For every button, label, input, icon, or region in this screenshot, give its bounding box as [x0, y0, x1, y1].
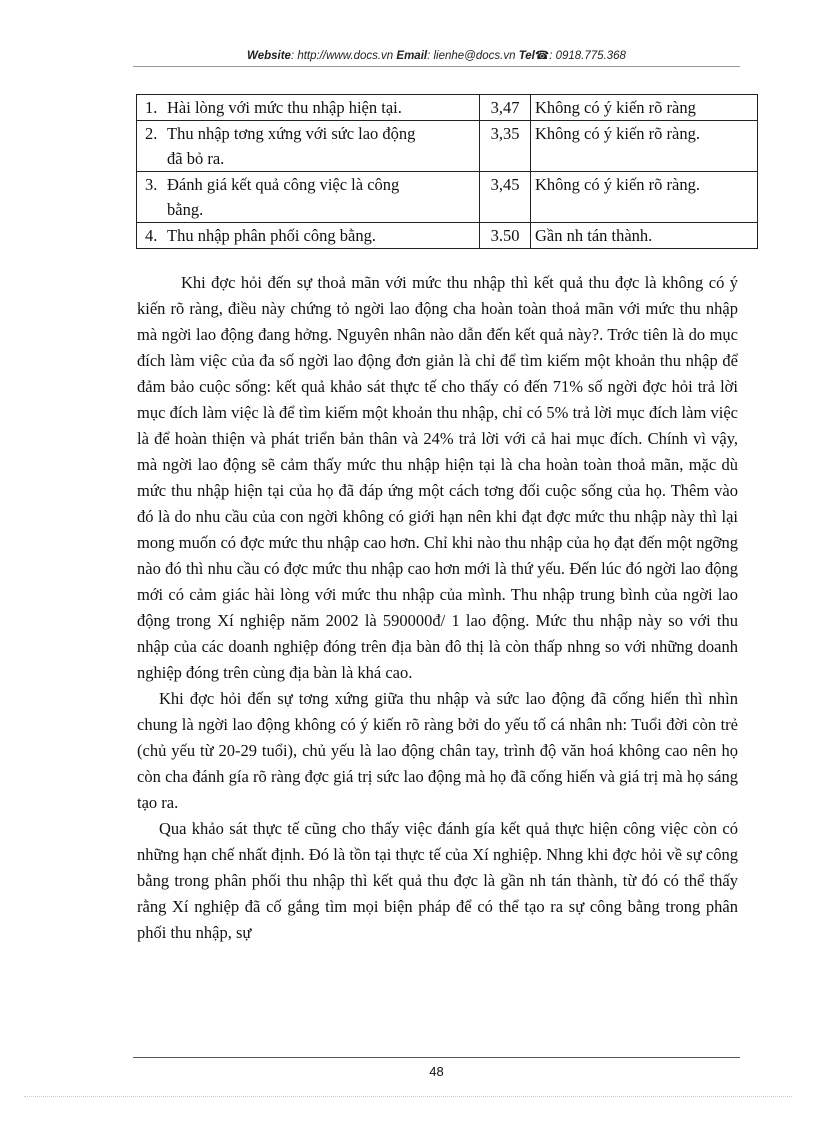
- email-address[interactable]: : lienhe@docs.vn: [427, 50, 516, 62]
- table-row: [137, 95, 758, 121]
- tel-number: ☎: 0918.775.368: [534, 50, 626, 62]
- criterion-number: 1.: [145, 98, 158, 117]
- criterion-text: [167, 172, 399, 222]
- table-row: [137, 223, 758, 249]
- assessment-cell: Gần nh tán thành.: [531, 223, 758, 249]
- criterion-number: 2.: [145, 124, 158, 143]
- tel-label: Tel: [518, 50, 535, 62]
- criterion-text-line: Hài lòng với mức thu nhập hiện tại.: [167, 98, 402, 117]
- paragraph-fairness: Qua khảo sát thực tế cũng cho thấy việc đánh gía kết quả thực hiện công việc còn có những hạn chế nhất định. Đó là tồn tại thực tế của Xí nghiệp. Nhng khi đợc hỏi về sự công bằng trong phân phối thu nhập thì kết quả thu đợc là gần nh tán thành, từ đó có thể thấy rằng Xí nghiệp đã cố gắng tìm mọi biện pháp để có thể tạo ra sự công bằng trong phân phối thu nhập, sự: [137, 819, 738, 942]
- criterion-text-line: Thu nhập tơng xứng với sức lao động: [167, 124, 416, 143]
- assessment-cell: Không có ý kiến rõ ràng.: [531, 172, 758, 223]
- score-cell: 3,47: [480, 95, 531, 121]
- criterion-text-line: bằng.: [167, 200, 204, 219]
- criterion-text-line: đã bỏ ra.: [167, 149, 225, 168]
- website-url[interactable]: : http://www.docs.vn: [290, 50, 394, 62]
- criterion-text-line: Thu nhập phân phối công bằng.: [167, 226, 376, 245]
- table-row: [137, 172, 758, 223]
- header-divider: [133, 66, 740, 67]
- criterion-text: [167, 95, 402, 120]
- score-cell: 3,35: [480, 121, 531, 172]
- page-header: [133, 48, 740, 62]
- survey-table: [136, 94, 758, 249]
- body-text: [137, 270, 738, 946]
- criterion-cell: [137, 172, 480, 223]
- criterion-cell: [137, 223, 480, 249]
- table-row: [137, 121, 758, 172]
- criterion-text: [167, 223, 376, 248]
- footer-divider: [133, 1057, 740, 1058]
- criterion-cell: [137, 121, 480, 172]
- score-cell: 3,45: [480, 172, 531, 223]
- criterion-number: 4.: [145, 226, 158, 245]
- website-label: Website: [247, 50, 291, 62]
- page-edge-dotted-line: [24, 1096, 792, 1097]
- criterion-number: 3.: [145, 175, 158, 194]
- score-cell: 3.50: [480, 223, 531, 249]
- assessment-cell: Không có ý kiến rõ ràng.: [531, 121, 758, 172]
- survey-table-body: [137, 95, 758, 249]
- page-number: 48: [429, 1064, 444, 1079]
- paragraph-income-satisfaction: Khi đợc hỏi đến sự thoả mãn với mức thu nhập thì kết quả thu đợc là không có ý kiến rõ ràng, điều này chứng tỏ ngời lao động cha hoàn toàn thoả mãn với mức thu nhập mà ngời lao động đang hởng. Nguyên nhân nào dẫn đến kết quả này?. Trớc tiên là do mục đích làm việc của đa số ngời lao động đơn giản là chỉ để tìm kiếm một khoản thu nhập để đảm bảo cuộc sống: kết quả khảo sát thực tế cho thấy có đến 71% số ngời đợc hỏi trả lời mục đích làm việc là để tìm kiếm một khoản thu nhập, chỉ có 5% trả lời mục đích làm việc là để hoàn thiện và phát triển bản thân và 24% trả lời với cả hai mục đích. Chính vì vậy, mà ngời lao động sẽ cảm thấy mức thu nhập hiện tại là cha hoàn toàn thoả mãn, mặc dù mức thu nhập hiện tại của họ đã đáp ứng một cách tơng đối cuộc sống của họ. Thêm vào đó là do nhu cầu của con ngời không có giới hạn nên khi đạt đợc mức thu nhập này thì lại mong muốn có đợc mức thu nhập cao hơn. Chỉ khi nào thu nhập của họ đạt đến một ngỡng nào đó thì nhu cầu có đợc mức thu nhập cao hơn mới là thứ yếu. Đến lúc đó ngời lao động mới có cảm giác hài lòng với mức thu nhập của mình. Thu nhập trung bình của ngời lao động trong Xí nghiệp năm 2002 là 590000đ/ 1 lao động. Mức thu nhập này so với thu nhập của các doanh nghiệp đóng trên địa bàn đô thị là còn thấp nhng so với những doanh nghiệp đóng trên cùng địa bàn là khá cao.: [137, 273, 738, 682]
- assessment-cell: Không có ý kiến rõ ràng: [531, 95, 758, 121]
- criterion-text: [167, 121, 415, 171]
- criterion-text-line: Đánh giá kết quả công việc là công: [167, 175, 400, 194]
- email-label: Email: [396, 50, 428, 62]
- criterion-cell: [137, 95, 480, 121]
- paragraph-income-vs-labor: Khi đợc hỏi đến sự tơng xứng giữa thu nhập và sức lao động đã cống hiến thì nhìn chung là ngời lao động không có ý kiến rõ ràng bởi do yếu tố cá nhân nh: Tuổi đời còn trẻ (chủ yếu từ 20-29 tuổi), chủ yếu là lao động chân tay, trình độ văn hoá không cao nên họ còn cha đánh gía rõ ràng đợc giá trị sức lao động mà họ đã cống hiến và giá trị mà họ sáng tạo ra.: [137, 689, 738, 812]
